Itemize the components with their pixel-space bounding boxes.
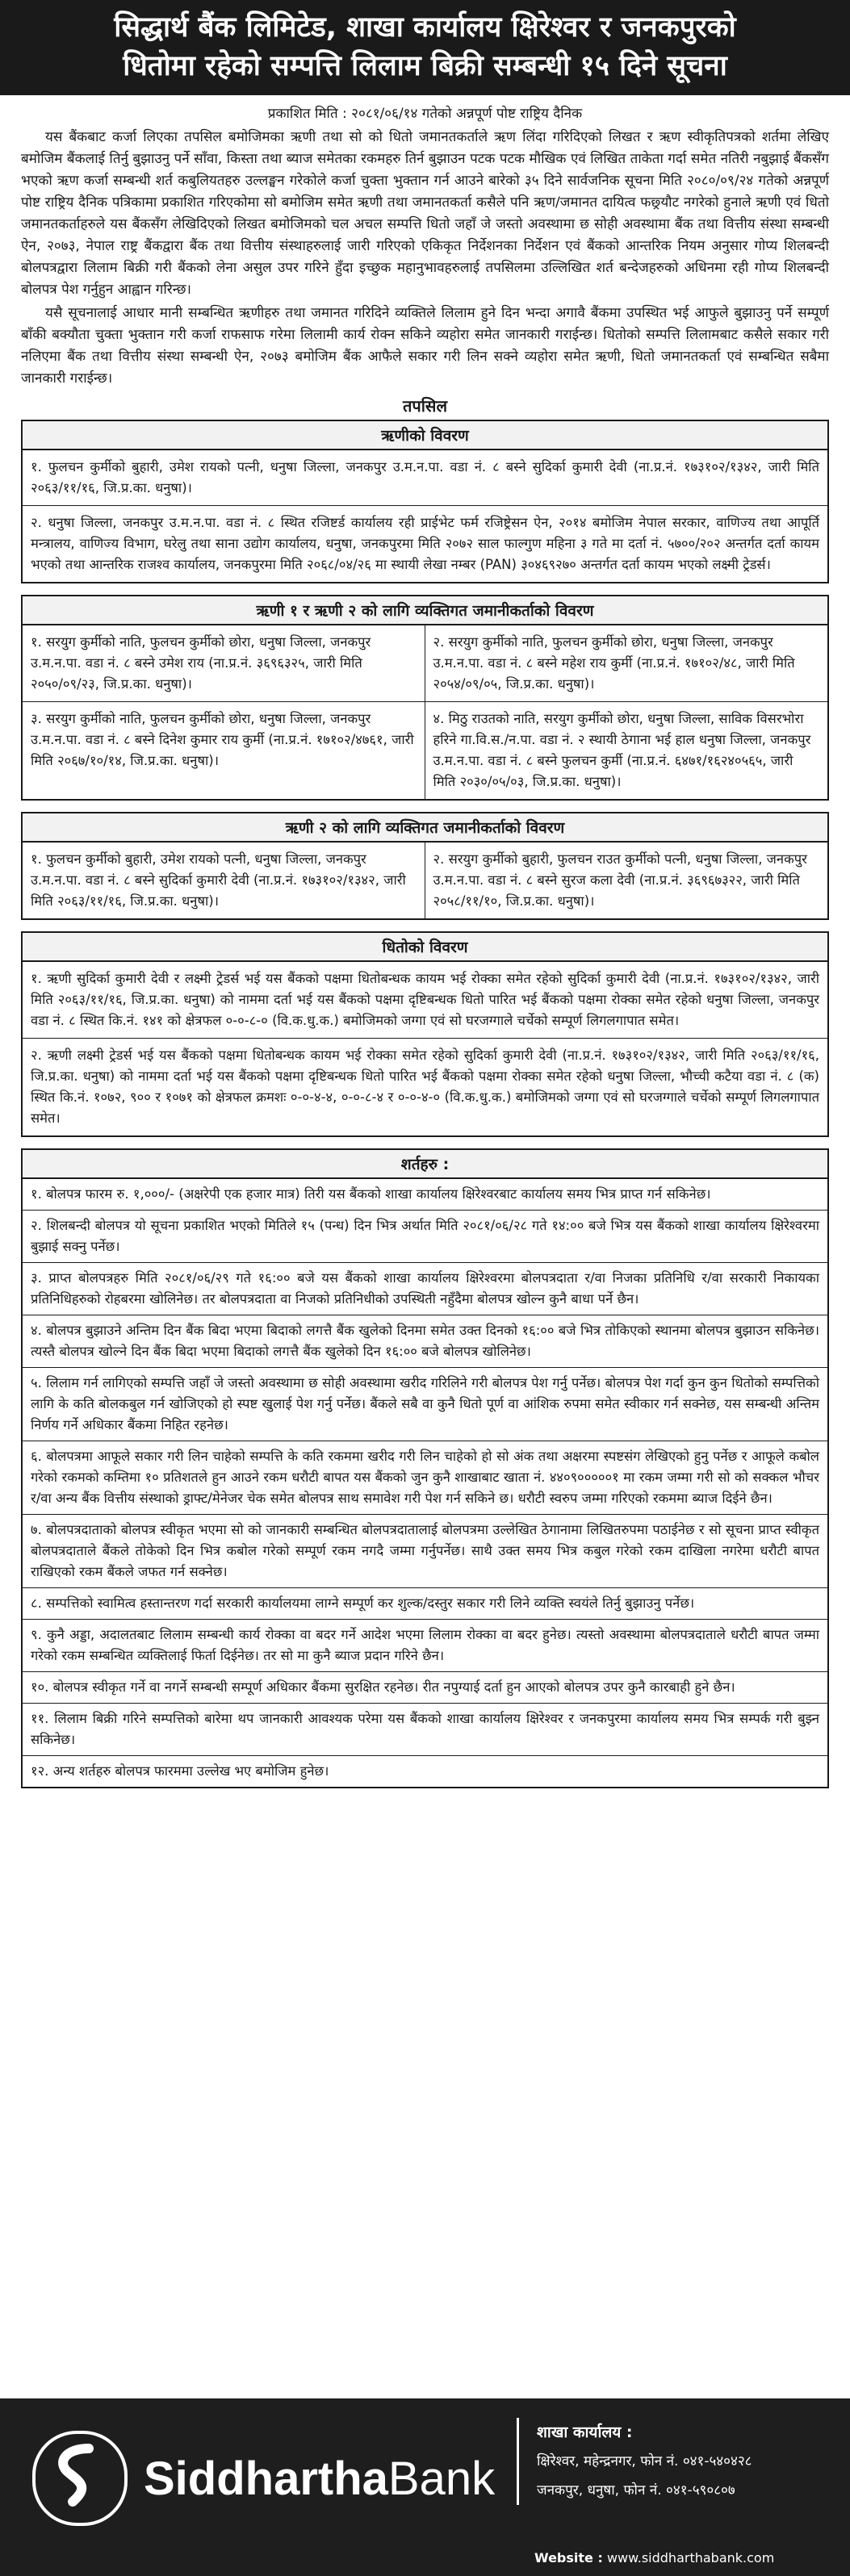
guarantor-cell: १. फुलचन कुर्मीको बुहारी, उमेश रायको पत्नी, धनुषा जिल्ला, जनकपुर उ.म.न.पा. वडा नं. ८ बस्ने सुदिर्का कुमारी देवी (ना.प्र.नं. १७३१०२/१३४२, जारी मिति २०६३/११/१६, जि.प्र.का. धनुषा)।: [23, 843, 425, 918]
bank-logo: [32, 2431, 495, 2526]
branch-line: क्षिरेश्वर, महेन्द्रनगर, फोन नं. ०४१-५४०४२८: [537, 2453, 752, 2469]
term-item: १. बोलपत्र फारम रु. १,०००/- (अक्षरेपी एक हजार मात्र) तिरी यस बैंकको शाखा कार्यालय क्षिरेश्वरबाट कार्यालय समय भित्र प्राप्त गर्न सकिनेछ।: [23, 1179, 827, 1211]
branch-info: [517, 2418, 850, 2505]
notice-title: [0, 0, 850, 95]
title-line-1: सिद्धार्थ बैंक लिमिटेड, शाखा कार्यालय क्षिरेश्वर र जनकपुरको: [114, 11, 736, 44]
term-item: ८. सम्पत्तिको स्वामित्व हस्तान्तरण गर्दा सरकारी कार्यालयमा लाग्ने सम्पूर्ण कर शुल्क/दस्तुर सकार गरी लिने व्यक्ति स्वयंले तिर्नु बुझाउनु पर्नेछ।: [23, 1588, 827, 1620]
terms-title: शर्तहरु :: [23, 1150, 827, 1179]
term-item: ११. लिलाम बिक्री गरिने सम्पत्तिको बारेमा थप जानकारी आवश्यक परेमा यस बैंकको शाखा कार्यालय क्षिरेश्वर र जनकपुरमा कार्यालय समय भित्र सम्पर्क गरी बुझ्न सकिनेछ।: [23, 1704, 827, 1756]
borrower-title: ऋणीको विवरण: [23, 421, 827, 450]
collateral-row: २. ऋणी लक्ष्मी ट्रेडर्स भई यस बैंकको पक्षमा धितोबन्धक कायम भई रोक्का समेत रहेको सुदिर्का कुमारी देवी (ना.प्र.नं. १७३१०२/१३४२, जारी मिति २०६३/११/१६, जि.प्र.का. धनुषा) को नाममा दर्ता भई यस बैंकको पक्षमा दृष्टिबन्धक धितो पारित भई बैंकको पक्षमा रोक्का समेत रहेको धनुषा जिल्ला, भौच्ची कटैया वडा नं. ८ (क) स्थित कि.नं. १०७२, ९०० र १०७१ को क्षेत्रफल क्रमशः ०-०-४-४, ०-०-८-४ र ०-०-४-० (वि.क.धु.क.) बमोजिमको जग्गा एवं सो घरजग्गाले चर्चेको सम्पूर्ण लिगलगापात समेत।: [31, 1048, 819, 1126]
guarantor-2-title: ऋणी २ को लागि व्यक्तिगत जमानीकर्ताको विवरण: [23, 813, 827, 843]
guarantor-1-2-title: ऋणी १ र ऋणी २ को लागि व्यक्तिगत जमानीकर्ताको विवरण: [23, 596, 827, 625]
intro-text: [0, 127, 850, 390]
collateral-section: [21, 931, 829, 1137]
guarantor-cell: २. सरयुग कुर्मीको बुहारी, फुलचन राउत कुर्मीको पत्नी, धनुषा जिल्ला, जनकपुर उ.म.न.पा. वडा नं. ८ बस्ने सुरज कला देवी (ना.प्र.नं. ३६९६७३२२, जारी मिति २०५८/११/१०, जि.प्र.का. धनुषा)।: [433, 851, 807, 909]
term-item: ५. लिलाम गर्न लागिएको सम्पत्ति जहाँ जे जस्तो अवस्थामा छ सोही अवस्थामा खरीद गरिलिने गरी बोलपत्र पेश गर्नु पर्नेछ। बोलपत्र पेश गर्दा कुन कुन धितोको सम्पत्तिको लागि के कति बोलकबुल गर्न खोजिएको हो स्पष्ट खुलाई पेश गर्नु पर्नेछ। बैंकले सबै वा कुनै धितो पूर्ण वा आंशिक रुपमा समेत स्वीकार गर्न सक्नेछ, यस सम्बन्धी अन्तिम निर्णय गर्ने अधिकार बैंकमा निहित रहनेछ।: [23, 1368, 827, 1441]
website-url[interactable]: www.siddharthabank.com: [606, 2550, 775, 2566]
borrower-row: २. धनुषा जिल्ला, जनकपुर उ.म.न.पा. वडा नं. ८ स्थित रजिष्टर्ड कार्यालय रही प्राईभेट फर्म रजिष्ट्रेसन ऐन, २०१४ बमोजिम नेपाल सरकार, वाणिज्य तथा आपूर्ति मन्त्रालय, वाणिज्य विभाग, घरेलु तथा साना उद्योग कार्यालय, धनुषा, जनकपुरमा मिति २०७२ साल फाल्गुण महिना ३ गते मा दर्ता नं. ५७००/२०२ अन्तर्गत दर्ता कायम भएको तथा आन्तरिक राजश्व कार्यालय, जनकपुरमा मिति २०६८/०४/२६ मा स्थायी लेखा नम्बर (PAN) ३०४६९२७० अन्तर्गत दर्ता कायम भएको लक्ष्मी ट्रेडर्स।: [31, 515, 819, 572]
guarantor-1-2-section: [21, 595, 829, 801]
intro-paragraph-1: यस बैंकबाट कर्जा लिएका तपसिल बमोजिमका ऋणी तथा सो को धितो जमानतकर्ताले ऋण लिंदा गरिदिएको लिखत र ऋण स्वीकृतिपत्रको शर्तमा लेखिए बमोजिम बैंकलाई तिर्नु बुझाउनु पर्ने साँवा, किस्ता तथा ब्याज समेतका रकमहरु तिर्न बुझाउन पटक पटक मौखिक एवं लिखित ताकेता गर्दा समेत नतिरी नबुझाई बैंकसँग भएको ऋण कर्जा सम्बन्धी शर्त कबुलियतहरु उल्लङ्घन गरेकोले कर्जा चुक्ता भुक्तान गर्न आउने बारेको ३५ दिने सार्वजनिक सूचना मिति २०८०/०९/२४ गतेको अन्नपूर्ण पोष्ट राष्ट्रिय दैनिक पत्रिकामा प्रकाशित गरिएकोमा सो बमोजिम समेत ऋणी तथा जमानतकर्ता कसैले पनि ऋण/जमानत दायित्व फछ्र्यौट नगरेको हुनाले ऋणी एवं धितो जमानतकर्ताहरुले यस बैंकसँग लेखिदिएको लिखत बमोजिमको चल अचल सम्पत्ति धितो जहाँ जे जस्तो अवस्थामा छ सोही अवस्थामा बैंक तथा वित्तीय संस्था सम्बन्धी ऐन, २०७३, नेपाल राष्ट्र बैंकद्वारा बैंक तथा वित्तीय संस्थाहरुलाई जारी गरिएको एकिकृत निर्देशनका निर्देशन एवं बैंकको आन्तरिक नियम अनुसार गोप्य शिलबन्दी बोलपत्रद्वारा लिलाम बिक्री गरी बैंकको लेना असुल उपर गरिने हुँदा इच्छुक महानुभावहरुलाई तपसिलमा उल्लिखित शर्त बन्देजहरुको अधिनमा रही गोप्य शिलबन्दी बोलपत्र पेश गर्नुहुन आह्वान गरिन्छ।: [21, 129, 829, 298]
term-item: ४. बोलपत्र बुझाउने अन्तिम दिन बैंक बिदा भएमा बिदाको लगत्तै बैंक खुलेको दिनमा समेत उक्त दिनको १६:०० बजे भित्र तोकिएको स्थानमा बोलपत्र बुझाउन सकिनेछ। त्यस्तै बोलपत्र खोल्ने दिन बैंक बिदा भएमा बिदाको लगत्तै बैंक खुलेको दिन १६:०० बजे बोलपत्र खोलिनेछ।: [23, 1315, 827, 1368]
collateral-row: १. ऋणी सुदिर्का कुमारी देवी र लक्ष्मी ट्रेडर्स भई यस बैंकको पक्षमा धितोबन्धक कायम भई रोक्का समेत रहेको सुदिर्का कुमारी देवी (ना.प्र.नं. १७३१०२/१३४२, जारी मिति २०६३/११/१६, जि.प्र.का. धनुषा) को नाममा दर्ता भई यस बैंकको पक्षमा दृष्टिबन्धक धितो पारित भई बैंकको पक्षमा रोक्का समेत रहेको धनुषा जिल्ला, जनकपुर वडा नं. ८ स्थित कि.नं. १४१ को क्षेत्रफल ०-०-८-० (वि.क.धु.क.) बमोजिमको जग्गा एवं सो घरजग्गाले चर्चेको सम्पूर्ण लिगलगापात समेत।: [23, 962, 827, 1039]
intro-paragraph-2: यसै सूचनालाई आधार मानी सम्बन्धित ऋणीहरु तथा जमानत गरिदिने व्यक्तिले लिलाम हुने दिन भन्दा अगावै बैंकमा उपस्थित भई आफुले बुझाउनु पर्ने सम्पूर्ण बाँकी बक्यौता चुक्ता भुक्तान गरी कर्जा राफसाफ गरेमा लिलामी कार्य रोक्न सकिने व्यहोरा समेत जानकारी गराईन्छ। धितोको सम्पत्ति लिलामबाट कसैले सकार गरी नलिएमा बैंक तथा वित्तीय संस्था सम्बन्धी ऐन, २०७३ बमोजिम बैंक आफैले सकार गरी लिन सक्ने व्यहोरा समेत ऋणी, धितो जमानतकर्ता एवं सम्बन्धित सबैमा जानकारी गराईन्छ।: [21, 305, 829, 387]
guarantor-cell: २. सरयुग कुर्मीको नाति, फुलचन कुर्मीको छोरा, धनुषा जिल्ला, जनकपुर उ.म.न.पा. वडा नं. ८ बस्ने महेश राय कुर्मी (ना.प्र.नं. १७१०२/४८, जारी मिति २०५४/०९/०५, जि.प्र.का. धनुषा)।: [425, 625, 828, 702]
publication-info: प्रकाशित मिति : २०८१/०६/१४ गतेको अन्नपूर्ण पोष्ट राष्ट्रिय दैनिक: [267, 106, 583, 122]
term-item: २. शिलबन्दी बोलपत्र यो सूचना प्रकाशित भएको मितिले १५ (पन्ध) दिन भित्र अर्थात मिति २०८१/०६/२८ गते १४:०० बजे भित्र यस बैंकको शाखा कार्यालय क्षिरेश्वरमा बुझाई सक्नु पर्नेछ।: [23, 1211, 827, 1263]
term-item: ६. बोलपत्रमा आफूले सकार गरी लिन चाहेको सम्पत्ति के कति रकममा खरीद गरी लिन चाहेको हो सो अंक तथा अक्षरमा स्पष्टसंग लेखिएको हुनु पर्नेछ र आफूले कबोल गरेको रकमको कम्तिमा १० प्रतिशतले हुन आउने रकम धरौटी बापत यस बैंकको जुन कुनै शाखाबाट खाता नं. ४४०९०००००१ मा रकम जम्मा गरी सो को सक्कल भौचर र/वा अन्य बैंक वित्तीय संस्थाको ड्राफ्ट/मेनेजर चेक समेत बोलपत्र साथ समावेश गरी पेश गर्न सकिने छ। धरौटी स्वरुप जम्मा गरिएको रकममा ब्याज दिईने छैन।: [23, 1441, 827, 1515]
bank-name-bold: Siddhartha: [144, 2452, 388, 2505]
bank-name: [144, 2452, 495, 2506]
title-line-2: धितोमा रहेको सम्पत्ति लिलाम बिक्री सम्बन्धी १५ दिने सूचना: [123, 50, 727, 82]
term-item: ३. प्राप्त बोलपत्रहरु मिति २०८१/०६/२९ गते १६:०० बजे यस बैंकको शाखा कार्यालय क्षिरेश्वरमा बोलपत्रदाता र/वा निजका प्रतिनिधि र/वा सरकारी निकायका प्रतिनिधिहरुको रोहबरमा खोलिनेछ। तर बोलपत्रदाता वा निजको प्रतिनिधीको उपस्थिती नहुँदैमा बोलपत्र खोल्न कुनै बाधा पर्ने छैन।: [23, 1263, 827, 1315]
guarantor-cell: ३. सरयुग कुर्मीको नाति, फुलचन कुर्मीको छोरा, धनुषा जिल्ला, जनकपुर उ.म.न.पा. वडा नं. ८ बस्ने दिनेश कुमार राय कुर्मी (ना.प्र.नं. १७१०२/४७६१, जारी मिति २०६७/१०/१४, जि.प्र.का. धनुषा)।: [23, 702, 425, 799]
guarantor-cell: ४. मिठु राउतको नाति, सरयुग कुर्मीको छोरा, धनुषा जिल्ला, साविक विसरभोरा हरिने गा.वि.स./न.पा. वडा नं. २ स्थायी ठेगाना भई हाल धनुषा जिल्ला, जनकपुर उ.म.न.पा. वडा नं. ८ बस्ने फुलचन कुर्मी (ना.प्र.नं. ६४७१/१६२४०५६५, जारी मिति २०३०/०५/०३, जि.प्र.का. धनुषा)।: [433, 711, 811, 789]
tapsil-heading: तपसिल: [402, 396, 448, 416]
bank-logo-icon: [32, 2431, 128, 2526]
borrower-section: [21, 420, 829, 583]
term-item: १०. बोलपत्र स्वीकृत गर्ने वा नगर्ने सम्बन्धी सम्पूर्ण अधिकार बैंकमा सुरक्षित रहनेछ। रीत नपुग्याई दर्ता हुन आएको बोलपत्र उपर कुनै कारबाही हुने छैन।: [23, 1672, 827, 1704]
guarantor-2-section: [21, 812, 829, 920]
term-item: ७. बोलपत्रदाताको बोलपत्र स्वीकृत भएमा सो को जानकारी सम्बन्धित बोलपत्रदातालाई बोलपत्रमा उल्लेखित ठेगानामा लिखितरुपमा पठाईनेछ र सो सूचना प्राप्त स्वीकृत बोलपत्रदाताले बैंकले तोकेको दिन भित्र कबोल गरेको सम्पूर्ण रकम नगदै जम्मा गर्नुपर्नेछ। साथै उक्त समय भित्र कबुल गरेको रकम दाखिला नगरेमा धरौटी बापत राखिएको रकम बैंकले जफत गर्न सक्नेछ।: [23, 1515, 827, 1588]
website: [534, 2550, 774, 2566]
website-label: Website :: [534, 2550, 603, 2566]
branch-title: शाखा कार्यालय :: [537, 2423, 633, 2441]
term-item: ९. कुनै अड्डा, अदालतबाट लिलाम सम्बन्धी कार्य रोक्का वा बदर गर्ने आदेश भएमा लिलाम रोक्का वा बदर हुनेछ। त्यस्तो अवस्थामा बोलपत्रदाताले धरौटी बापत जम्मा गरेको रकम सम्बन्धित व्यक्तिलाई फिर्ता दिईनेछ। तर सो मा कुनै ब्याज प्रदान गरिने छैन।: [23, 1620, 827, 1672]
terms-section: [21, 1148, 829, 1788]
guarantor-cell: १. सरयुग कुर्मीको नाति, फुलचन कुर्मीको छोरा, धनुषा जिल्ला, जनकपुर उ.म.न.पा. वडा नं. ८ बस्ने उमेश राय (ना.प्र.नं. ३६९६३२५, जारी मिति २०५०/०९/२३, जि.प्र.का. धनुषा)।: [23, 625, 425, 702]
branch-line: जनकपुर, धनुषा, फोन नं. ०४१-५९०८०७: [537, 2482, 735, 2499]
bank-name-light: Bank: [387, 2452, 496, 2505]
borrower-row: १. फुलचन कुर्मीको बुहारी, उमेश रायको पत्नी, धनुषा जिल्ला, जनकपुर उ.म.न.पा. वडा नं. ८ बस्ने सुदिर्का कुमारी देवी (ना.प्र.नं. १७३१०२/१३४२, जारी मिति २०६३/११/१६, जि.प्र.का. धनुषा)।: [23, 450, 827, 506]
term-item: १२. अन्य शर्तहरु बोलपत्र फारममा उल्लेख भए बमोजिम हुनेछ।: [31, 1763, 329, 1779]
collateral-title: धितोको विवरण: [23, 933, 827, 962]
footer: [0, 2398, 850, 2576]
